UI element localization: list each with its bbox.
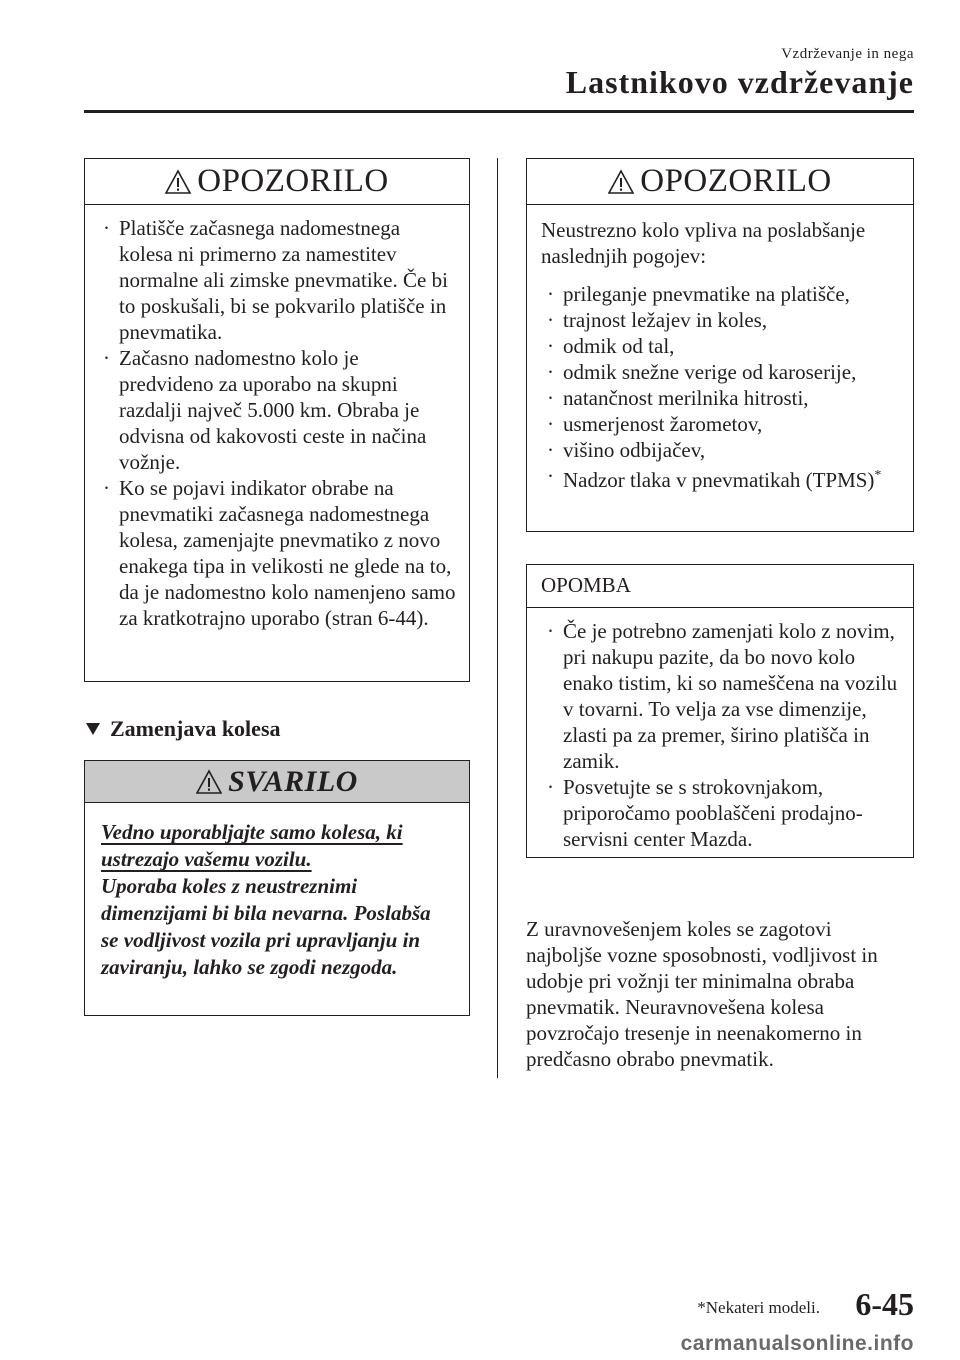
column-divider: [497, 158, 498, 1078]
list-item: · Začasno nadomestno kolo je predvideno za uporabo na skupni razdalji največ 5.000 km. Obraba je odvisna od kakovosti ceste in načina vožnje.: [103, 346, 427, 474]
list-item: · Ko se pojavi indikator obrabe na pnevmatiki začasnega nadomestnega kolesa, zamenjajte pnevmatiko z novo enakega tipa in velikosti ne glede na to, da je nadomestno kolo namenjeno samo za kratkotrajno uporabo (stran 6-44).: [103, 476, 456, 630]
warning-box-right: [526, 158, 914, 532]
header-rule: [84, 110, 914, 113]
caution-header: [85, 761, 469, 803]
caution-text: [85, 803, 469, 981]
watermark: carmanualsonline.info: [680, 1332, 914, 1355]
section-heading-text: Zamenjava kolesa: [110, 716, 281, 741]
list-item: · odmik od tal,: [547, 334, 675, 358]
caution-title: SVARILO: [228, 764, 358, 798]
warning-box-left: [84, 158, 470, 682]
warning-header: [527, 159, 913, 205]
warning-list: [527, 277, 913, 493]
section-heading: [86, 716, 281, 742]
asterisk-mark: *: [874, 468, 882, 483]
warning-triangle-icon: [196, 769, 222, 795]
list-item: · natančnost merilnika hitrosti,: [547, 386, 809, 410]
note-title: OPOMBA: [527, 565, 913, 608]
warning-header: [85, 159, 469, 205]
warning-title: OPOZORILO: [640, 163, 832, 199]
warning-intro: Neustrezno kolo vpliva na poslabšanje naslednjih pogojev:: [541, 218, 866, 268]
note-list: [527, 608, 913, 852]
warning-list: [85, 205, 469, 631]
list-item: · Nadzor tlaka v pnevmatikah (TPMS)*: [547, 464, 882, 492]
list-item: · prileganje pnevmatike na platišče,: [547, 282, 850, 306]
caution-box: [84, 760, 470, 1016]
body-paragraph: Z uravnovešenjem koles se zagotovi najboljše vozne sposobnosti, vodljivost in udobje pri vožnji ter minimalna obraba pnevmatik. Neuravnovešena kolesa povzročajo tresenje in neenakomerno in predčasno obrabo pnevmatik.: [526, 917, 878, 1071]
page-number: 6-45: [855, 1286, 914, 1322]
list-item: · Posvetujte se s strokovnjakom, priporočamo pooblaščeni prodajno-servisni center Mazda.: [547, 775, 863, 851]
note-box: [526, 564, 914, 858]
footnote: *Nekateri modeli.: [697, 1298, 820, 1317]
list-item: · Če je potrebno zamenjati kolo z novim, pri nakupu pazite, da bo novo kolo enako tistim, ki so nameščena na vozilu v tovarni. To velja za vse dimenzije, zlasti pa za premer, širino platišča in zamik.: [547, 619, 898, 773]
warning-triangle-icon: [165, 169, 191, 195]
chapter-title: Lastnikovo vzdrževanje: [565, 64, 914, 100]
list-item: · višino odbijačev,: [547, 438, 706, 462]
caution-rest: Uporaba koles z neustreznimi dimenzijami bi bila nevarna. Poslabša se vodljivost vozila pri upravljanju in zaviranju, lahko se zgodi nezgoda.: [101, 874, 431, 979]
triangle-marker-icon: [86, 723, 100, 735]
list-item: · odmik snežne verige od karoserije,: [547, 360, 857, 384]
list-item: · trajnost ležajev in koles,: [547, 308, 768, 332]
list-item: · Platišče začasnega nadomestnega kolesa ni primerno za namestitev normalne ali zimske pnevmatike. Če bi to poskušali, bi se pokvarilo platišče in pnevmatika.: [103, 216, 448, 344]
warning-title: OPOZORILO: [197, 163, 389, 199]
caution-underlined: Vedno uporabljajte samo kolesa, ki ustrezajo vašemu vozilu.: [101, 820, 403, 871]
warning-triangle-icon: [608, 169, 634, 195]
section-header: Vzdrževanje in nega: [781, 46, 914, 62]
list-item: · usmerjenost žarometov,: [547, 412, 763, 436]
